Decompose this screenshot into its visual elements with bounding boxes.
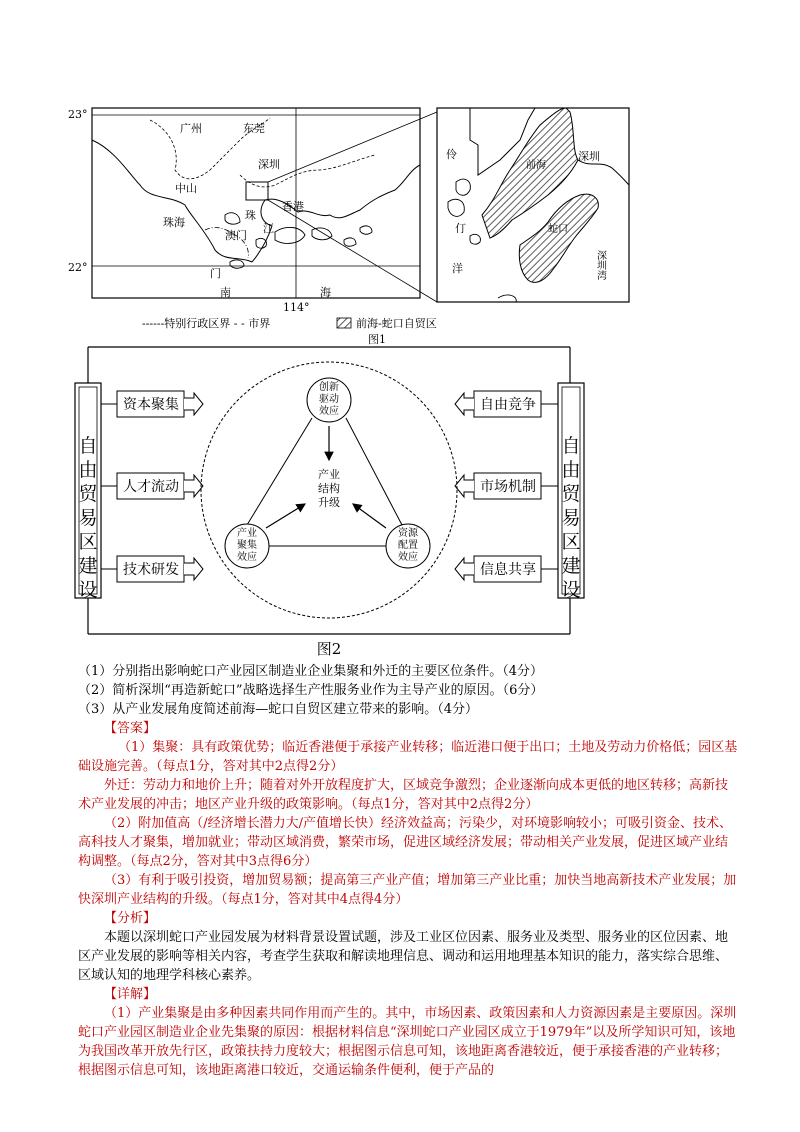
svg-text:资本聚集: 资本聚集	[123, 397, 179, 413]
node-allocation	[386, 524, 430, 568]
svg-text:市场机制: 市场机制	[480, 479, 536, 495]
svg-text:贸: 贸	[561, 483, 581, 505]
left-ftz-title	[78, 435, 98, 601]
figure1-map	[0, 0, 800, 345]
right-item-market	[455, 473, 558, 499]
inset-label-qianhai: 前海	[526, 160, 546, 171]
svg-text:产业: 产业	[237, 528, 257, 539]
answer-part-2: 外迁：劳动力和地价上升；随着对外开放程度扩大，区域竞争激烈；企业逐渐向成本更低的地区转移；高新技术产业发展的冲击；地区产业升级的政策影响。（每点1分，答对其中2点得2分）	[78, 778, 729, 812]
svg-text:升级: 升级	[318, 496, 340, 509]
lat-23-label: 23°	[68, 108, 88, 121]
svg-text:效应: 效应	[237, 552, 257, 563]
label-zhuhai: 珠海	[163, 216, 185, 229]
svg-text:自由竞争: 自由竞争	[480, 397, 536, 413]
svg-text:驱动: 驱动	[319, 394, 339, 405]
analysis-text: 本题以深圳蛇口产业园发展为材料背景设置试题，涉及工业区位因素、服务业及类型、服务业的区位因素、地区产业发展的影响等相关内容，考查学生获取和解读地理信息、调动和运用地理基本知识的能力，落实综合思维、区域认知的地理学科核心素养。	[78, 930, 729, 983]
label-nan: 南	[220, 286, 231, 299]
svg-text:创新: 创新	[319, 382, 339, 393]
legend-boundary: ------特别行政区界 - - 市界	[142, 317, 271, 330]
lat-22-label: 22°	[68, 261, 88, 274]
svg-text:效应: 效应	[398, 552, 418, 563]
node-agglomeration	[225, 524, 269, 568]
answer-part-3: （2）附加值高（/经济增长潜力大/产值增长快）经济效益高；污染少，对环境影响较小；可吸引资金、技术、高科技人才聚集，增加就业；带动区域消费，繁荣市场，促进区域经济发展；带动相关产业发展，促进区域产业结构调整。（每点2分，答对其中3点得6分）	[78, 816, 733, 869]
answer-part-1: （1）集聚：具有政策优势；临近香港便于承接产业转移；临近港口便于出口；土地及劳动力价格低；园区基础设施完善。（每点1分，答对其中2点得2分）	[78, 740, 738, 774]
node-structure-upgrade	[318, 467, 340, 509]
legend-hatch-swatch	[337, 318, 351, 328]
inset-label-ding: 仃	[455, 222, 466, 235]
figure1-caption: 图1	[368, 333, 386, 345]
svg-text:配置: 配置	[398, 540, 418, 551]
svg-text:区: 区	[561, 531, 581, 553]
right-ftz-title	[561, 435, 581, 601]
label-macau: 澳门	[225, 229, 247, 242]
label-jiang: 江	[263, 222, 274, 235]
figure2-diagram	[0, 340, 800, 660]
svg-text:产业: 产业	[318, 468, 340, 481]
svg-text:由: 由	[78, 459, 98, 481]
label-dongguan: 东莞	[243, 122, 265, 135]
svg-text:区: 区	[78, 531, 98, 553]
svg-text:自: 自	[561, 435, 581, 457]
node-innovation	[307, 378, 351, 422]
detail-label: 【详解】	[104, 987, 157, 1002]
inset-label-shenzhen: 深圳	[578, 150, 600, 163]
svg-text:建: 建	[78, 555, 98, 577]
svg-text:效应: 效应	[319, 406, 339, 417]
svg-text:信息共享: 信息共享	[480, 562, 536, 578]
legend-zone: 前海-蛇口自贸区	[356, 317, 437, 330]
analysis-label: 【分析】	[104, 911, 157, 926]
question-2: （2）简析深圳“再造新蛇口”战略选择生产性服务业作为主导产业的原因。（6分）	[78, 683, 544, 698]
svg-text:贸: 贸	[78, 483, 98, 505]
inset-label-shenzhen-bay: 深圳湾	[594, 250, 606, 280]
left-item-capital	[101, 391, 203, 417]
svg-text:自: 自	[78, 435, 98, 457]
lon-114-label: 114°	[283, 301, 310, 314]
svg-text:建: 建	[561, 555, 581, 577]
svg-text:设: 设	[561, 579, 581, 601]
left-item-talent	[101, 473, 203, 499]
question-answer-section	[78, 662, 738, 1080]
label-guangzhou: 广州	[180, 122, 202, 135]
svg-text:技术研发: 技术研发	[123, 562, 179, 578]
detail-text: （1）产业集聚是由多种因素共同作用而产生的。其中，市场因素、政策因素和人力资源因素是主要原因。深圳蛇口产业园区制造业企业先集聚的原因：根据材料信息“深圳蛇口产业园区成立于1979年”以及所学知识可知，该地为我国改革开放先行区，政策扶持力度较大；根据图示信息可知，该地距离香港较近，便于承接香港的产业转移；根据图示信息可知，该地距离港口较近，交通运输条件便利，便于产品的	[78, 1006, 737, 1078]
figure2-caption: 图2	[316, 640, 342, 658]
svg-text:易: 易	[78, 507, 98, 529]
label-hongkong: 香港	[282, 200, 304, 213]
answer-label: 【答案】	[104, 721, 157, 736]
label-hai: 海	[320, 286, 331, 299]
svg-text:人才流动: 人才流动	[123, 479, 179, 495]
inset-label-ling: 伶	[446, 148, 457, 161]
inset-label-shekou: 蛇口	[548, 224, 568, 235]
svg-text:结构: 结构	[318, 482, 340, 495]
label-men: 门	[210, 267, 221, 280]
label-zhu: 珠	[245, 209, 256, 222]
right-item-competition	[455, 391, 558, 417]
label-shenzhen: 深圳	[258, 158, 280, 171]
svg-text:资源: 资源	[398, 528, 418, 539]
question-1: （1）分别指出影响蛇口产业园区制造业企业集聚和外迁的主要区位条件。（4分）	[78, 664, 544, 679]
answer-part-4: （3）有利于吸引投资，增加贸易额；提高第三产业产值；增加第三产业比重；加快当地高新技术产业发展；加快深圳产业结构的升级。（每点1分，答对其中4点得4分）	[78, 873, 737, 907]
svg-text:设: 设	[78, 579, 98, 601]
inset-label-yang: 洋	[452, 262, 463, 275]
right-item-information	[455, 556, 558, 582]
label-zhongshan: 中山	[175, 182, 197, 195]
question-3: （3）从产业发展角度简述前海—蛇口自贸区建立带来的影响。（4分）	[78, 702, 479, 717]
svg-text:易: 易	[561, 507, 581, 529]
left-item-tech	[101, 556, 203, 582]
svg-text:由: 由	[561, 459, 581, 481]
svg-text:聚集: 聚集	[237, 540, 257, 551]
